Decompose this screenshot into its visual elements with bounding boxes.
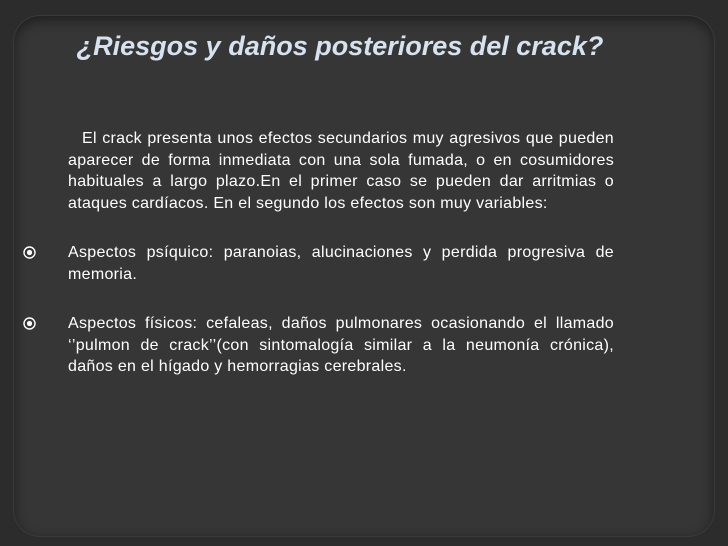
slide-title: ¿Riesgos y daños posteriores del crack? bbox=[76, 31, 604, 61]
bullet-text: Aspectos psíquico: paranoias, alucinaciones y perdida progresiva de memoria. bbox=[68, 244, 614, 283]
intro-paragraph: El crack presenta unos efectos secundarios muy agresivos que pueden aparecer de forma inmediata con una sola fumada, o en cosumidores habituales a largo plazo.En el primer caso se pueden dar arritmias o ataques cardíacos. En el segundo los efectos son muy variables: bbox=[68, 130, 614, 212]
bullet-text: Aspectos físicos: cefaleas, daños pulmonares ocasionando el llamado ‘’pulmon de crack’’(con sintomalogía similar a la neumonía crónica), daños en el hígado y hemorragias cerebrales. bbox=[68, 315, 614, 375]
bullet-item-physical bbox=[22, 313, 614, 378]
bullet-item-psychic bbox=[22, 242, 614, 285]
circle-dot-icon bbox=[23, 246, 36, 259]
slide-body bbox=[22, 128, 614, 378]
circle-dot-icon bbox=[23, 317, 36, 330]
